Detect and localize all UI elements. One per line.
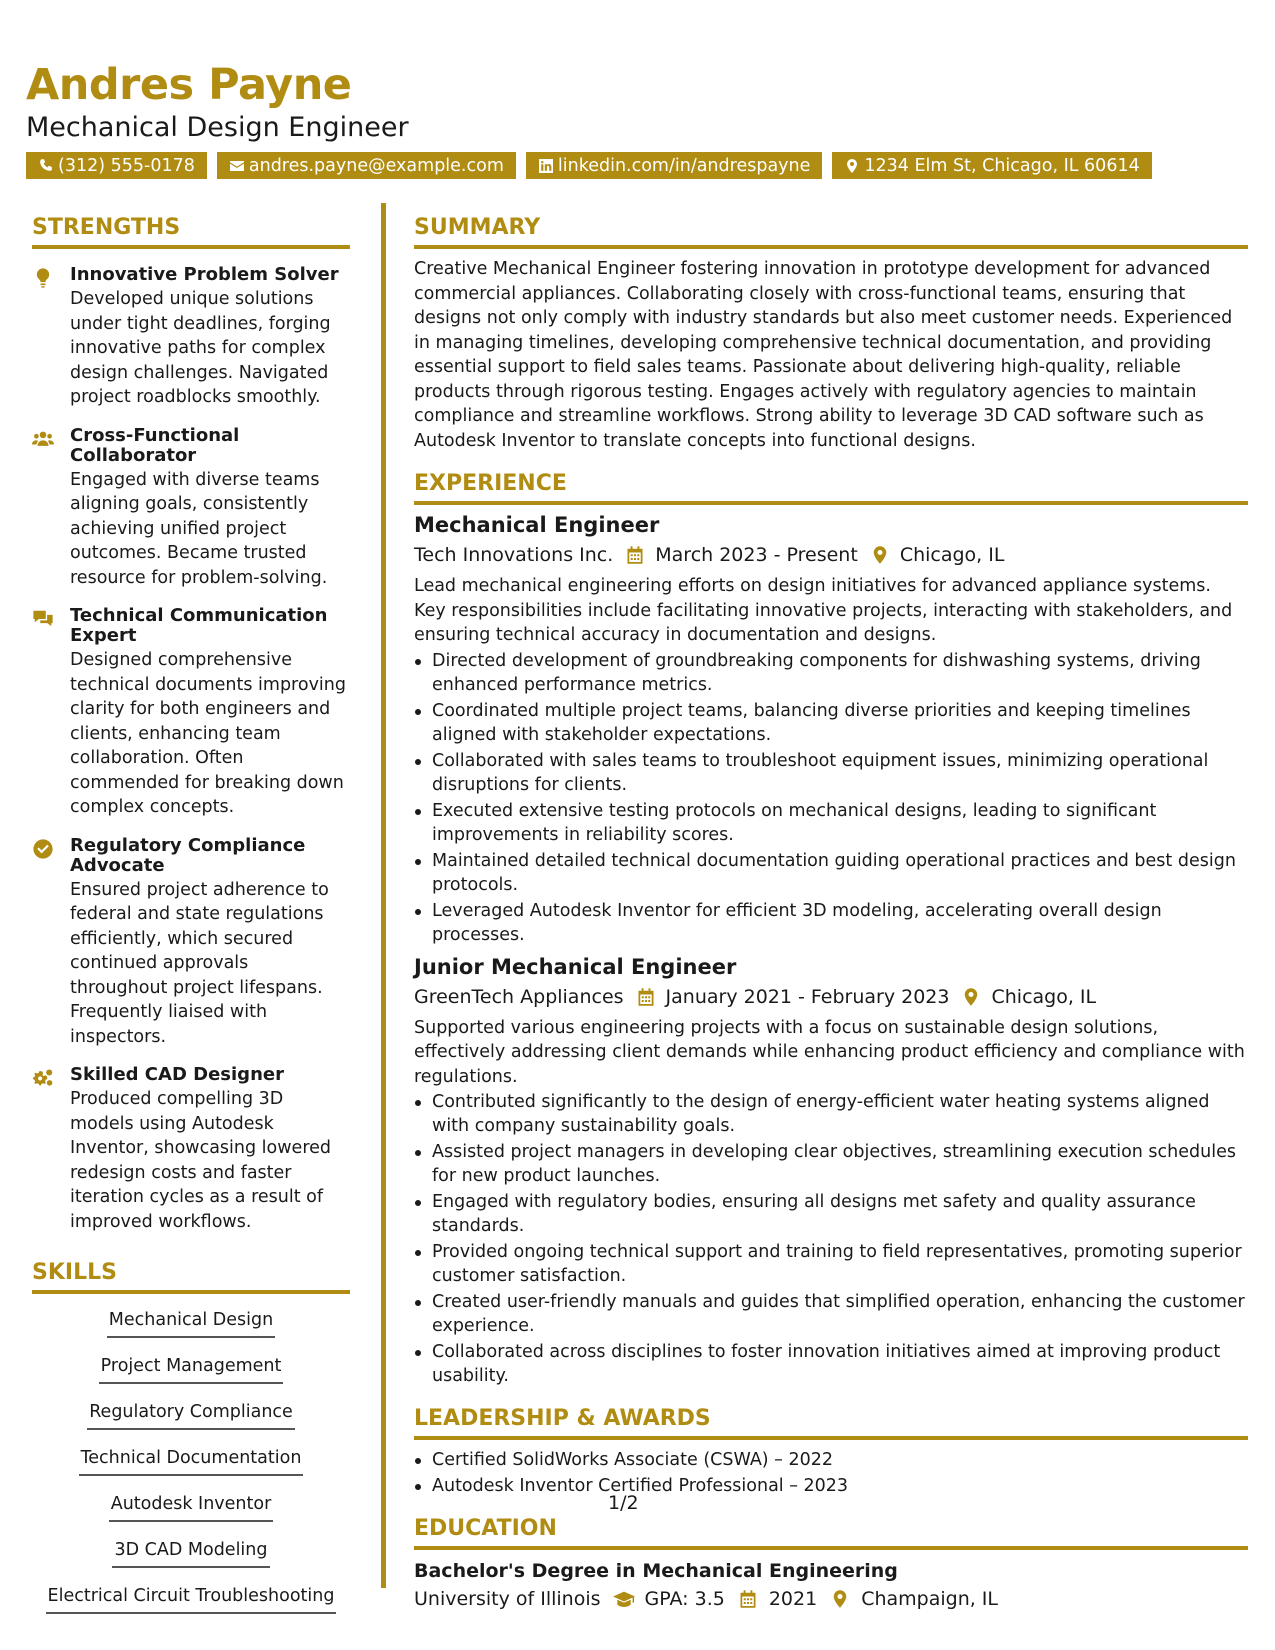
summary-heading: SUMMARY (414, 215, 1248, 249)
calendar-icon (636, 987, 656, 1007)
education-location: Champaign, IL (861, 1588, 999, 1610)
list-item: Executed extensive testing protocols on mechanical designs, leading to significant improvements in reliability scores. (414, 799, 1248, 847)
skill-item: Electrical Circuit Troubleshooting (46, 1582, 337, 1614)
right-column (414, 215, 1248, 1610)
contact-bar (26, 152, 1152, 179)
strength-title: Skilled CAD Designer (70, 1064, 284, 1085)
job-role: Mechanical Engineer (414, 513, 660, 537)
strengths-heading: STRENGTHS (32, 215, 350, 249)
map-marker-icon (961, 987, 981, 1007)
skill-item: Regulatory Compliance (87, 1398, 295, 1430)
contact-address[interactable] (832, 152, 1151, 179)
contact-phone-text: (312) 555-0178 (58, 155, 195, 176)
map-marker-icon (870, 545, 890, 565)
graduation-cap-icon (613, 1589, 635, 1609)
calendar-icon (737, 1589, 759, 1609)
skill-item: Project Management (99, 1352, 284, 1384)
list-item: Engaged with regulatory bodies, ensuring all designs met safety and quality assurance standards. (414, 1190, 1248, 1238)
linkedin-icon (538, 158, 554, 174)
skill-item: Mechanical Design (107, 1306, 275, 1338)
strength-item (32, 1065, 350, 1234)
list-item: Provided ongoing technical support and training to field representatives, promoting superior customer satisfaction. (414, 1240, 1248, 1288)
list-item: Maintained detailed technical documentation guiding operational practices and best design protocols. (414, 849, 1248, 897)
lightbulb-icon (32, 267, 54, 289)
list-item: Certified SolidWorks Associate (CSWA) – 2022 (414, 1448, 1248, 1472)
envelope-icon (229, 158, 245, 174)
contact-linkedin-text: linkedin.com/in/andrespayne (557, 155, 811, 176)
page-number: 1/2 (608, 1492, 639, 1514)
job-bullets (414, 649, 1248, 947)
list-item: Leveraged Autodesk Inventor for efficient 3D modeling, accelerating overall design processes. (414, 899, 1248, 947)
resume-title: Mechanical Design Engineer (26, 112, 409, 143)
list-item: Collaborated across disciplines to foster innovation initiatives aimed at improving product usability. (414, 1340, 1248, 1388)
job-description: Lead mechanical engineering efforts on design initiatives for advanced appliance systems. Key responsibilities include facilitating innovative projects, interacting with stakeholders, and ensuring technical accuracy in documentation and designs. (414, 576, 1233, 645)
list-item: Autodesk Inventor Certified Professional – 2023 (414, 1474, 1248, 1498)
skill-item: Autodesk Inventor (109, 1490, 274, 1522)
strength-title: Regulatory Compliance Advocate (70, 834, 306, 876)
contact-linkedin[interactable] (526, 152, 823, 179)
strength-title: Technical Communication Expert (70, 605, 328, 646)
strength-item (32, 426, 350, 591)
strength-desc: Engaged with diverse teams aligning goals, consistently achieving unified project outcomes. Became trusted resource for problem-solving. (70, 469, 328, 588)
resume-name: Andres Payne (26, 60, 352, 110)
check-circle-icon (32, 838, 54, 860)
comments-icon (32, 608, 54, 630)
skills-heading: SKILLS (32, 1260, 350, 1294)
contact-email[interactable] (217, 152, 516, 179)
education-heading: EDUCATION (414, 1516, 1248, 1550)
strength-title: Innovative Problem Solver (70, 264, 339, 285)
phone-icon (38, 158, 54, 174)
job-bullets (414, 1090, 1248, 1388)
map-marker-icon (844, 158, 860, 174)
job-meta (414, 544, 1248, 566)
column-divider (381, 203, 386, 1588)
job-dates: March 2023 - Present (655, 544, 858, 566)
list-item: Assisted project managers in developing clear objectives, streamlining execution schedules for new product launches. (414, 1140, 1248, 1188)
cogs-icon (32, 1067, 54, 1089)
strength-title: Cross-Functional Collaborator (70, 424, 240, 466)
contact-email-text: andres.payne@example.com (248, 155, 504, 176)
strength-item (32, 606, 350, 820)
list-item: Created user-friendly manuals and guides that simplified operation, enhancing the customer experience. (414, 1290, 1248, 1338)
job-description: Supported various engineering projects with a focus on sustainable design solutions, effectively addressing client demands while enhancing product efficiency and compliance with regulations. (414, 1017, 1245, 1087)
job-role: Junior Mechanical Engineer (414, 954, 737, 979)
calendar-icon (625, 545, 645, 565)
job-location: Chicago, IL (991, 985, 1097, 1008)
awards-list (414, 1448, 1248, 1498)
job-dates: January 2021 - February 2023 (665, 985, 950, 1008)
summary-text: Creative Mechanical Engineer fostering innovation in prototype development for advanced commercial appliances. Collaborating closely with cross-functional teams, ensuring that designs not only comply with industry standards but also meet customer needs. Experienced in managing timelines, developing comprehensive technical documentation, and providing essential support to field sales teams. Passionate about delivering high-quality, reliable products through rigorous testing. Engages actively with regulatory agencies to maintain compliance and streamline workflows. Strong ability to leverage 3D CAD software such as Autodesk Inventor to translate concepts into functional designs. (414, 259, 1233, 451)
list-item: Contributed significantly to the design of energy-efficient water heating systems aligned with company sustainability goals. (414, 1090, 1248, 1138)
education-meta (414, 1588, 1248, 1610)
skill-item: 3D CAD Modeling (112, 1536, 269, 1568)
users-icon (32, 428, 54, 450)
map-marker-icon (829, 1589, 851, 1609)
strength-item (32, 265, 350, 410)
job-company: Tech Innovations Inc. (414, 544, 614, 566)
strength-item (32, 836, 350, 1050)
job-entry (414, 955, 1248, 1389)
awards-heading: LEADERSHIP & AWARDS (414, 1406, 1248, 1440)
education-year: 2021 (768, 1588, 818, 1610)
strength-desc: Ensured project adherence to federal and state regulations efficiently, which secured continued approvals throughout project lifespans. Frequently liaised with inspectors. (70, 879, 329, 1047)
job-location: Chicago, IL (899, 544, 1005, 566)
contact-phone[interactable] (26, 152, 207, 179)
list-item: Coordinated multiple project teams, balancing diverse priorities and keeping timelines aligned with stakeholder expectations. (414, 699, 1248, 747)
experience-heading: EXPERIENCE (414, 471, 1248, 505)
education-school: University of Illinois (414, 1588, 601, 1610)
strength-desc: Designed comprehensive technical documents improving clarity for both engineers and clients, enhancing team collaboration. Often commended for breaking down complex concepts. (70, 650, 346, 817)
strength-desc: Produced compelling 3D models using Autodesk Inventor, showcasing lowered redesign costs and faster iteration cycles as a result of improved workflows. (70, 1089, 332, 1232)
job-company: GreenTech Appliances (414, 985, 624, 1008)
job-meta (414, 986, 1248, 1008)
skill-item: Technical Documentation (79, 1444, 304, 1476)
contact-address-text: 1234 Elm St, Chicago, IL 60614 (864, 155, 1140, 176)
left-column (32, 215, 350, 1628)
education-degree: Bachelor's Degree in Mechanical Engineering (414, 1560, 898, 1582)
education-gpa: GPA: 3.5 (644, 1588, 725, 1610)
list-item: Collaborated with sales teams to troubleshoot equipment issues, minimizing operational disruptions for clients. (414, 749, 1248, 797)
skills-list (32, 1306, 350, 1628)
job-entry (414, 513, 1248, 947)
strength-desc: Developed unique solutions under tight deadlines, forging innovative paths for complex design challenges. Navigated project roadblocks smoothly. (70, 289, 331, 407)
list-item: Directed development of groundbreaking components for dishwashing systems, driving enhanced performance metrics. (414, 649, 1248, 697)
